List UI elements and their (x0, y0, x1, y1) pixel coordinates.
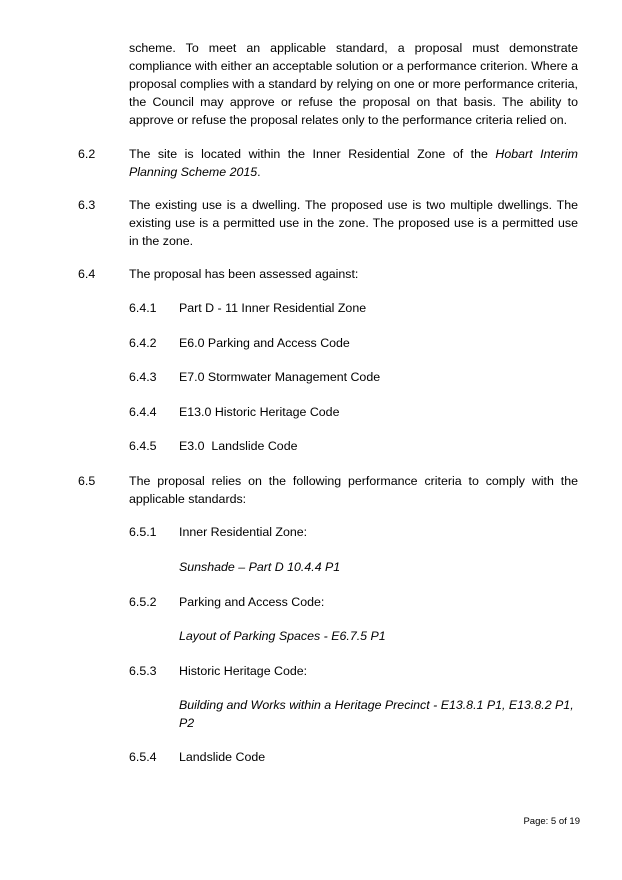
list-item-text: Landslide Code (179, 750, 266, 764)
list-item-number: 6.4.1 (129, 301, 157, 315)
section-text-6-2 (129, 145, 578, 181)
list-item-number: 6.4.4 (129, 405, 157, 419)
list-item-detail: Building and Works within a Heritage Precinct - E13.8.1 P1, E13.8.2 P1, P2 (179, 698, 574, 730)
list-item-text: E3.0 Landslide Code (179, 439, 298, 453)
intro-paragraph: scheme. To meet an applicable standard, a proposal must demonstrate compliance with either an acceptable solution or a performance criterion. Where a proposal complies with a standard by relying on one or more performance criteria, the Council may approve or refuse the proposal on that basis. The ability to approve or refuse the proposal relates only to the performance criteria relied on. (129, 41, 578, 127)
list-item-number: 6.4.2 (129, 336, 157, 350)
section-text-6-2-end: . (257, 165, 261, 179)
section-number-6-5: 6.5 (78, 474, 96, 488)
list-item-number: 6.5.4 (129, 750, 157, 764)
list-item-text: E6.0 Parking and Access Code (179, 336, 350, 350)
section-number-6-3: 6.3 (78, 198, 96, 212)
list-item-text: Historic Heritage Code: (179, 664, 308, 678)
section-number-6-2: 6.2 (78, 147, 96, 161)
list-item-detail: Sunshade – Part D 10.4.4 P1 (179, 560, 341, 574)
list-item-detail: Layout of Parking Spaces - E6.7.5 P1 (179, 629, 386, 643)
section-number-6-4: 6.4 (78, 267, 96, 281)
list-item-text: E7.0 Stormwater Management Code (179, 370, 381, 384)
list-item-text: Parking and Access Code: (179, 595, 325, 609)
list-item-text: Part D - 11 Inner Residential Zone (179, 301, 367, 315)
section-text-6-2-scheme-name: Hobart Interim Planning Scheme 2015 (129, 147, 578, 179)
list-item-number: 6.5.2 (129, 595, 157, 609)
page-number: Page: 5 of 19 (523, 816, 580, 827)
section-text-6-4: The proposal has been assessed against: (129, 267, 359, 281)
list-item-number: 6.4.3 (129, 370, 157, 384)
list-item-number: 6.5.3 (129, 664, 157, 678)
list-item-number: 6.5.1 (129, 525, 157, 539)
list-item-number: 6.4.5 (129, 439, 157, 453)
section-text-6-5: The proposal relies on the following performance criteria to comply with the applicable standards: (129, 474, 578, 506)
list-item-text: E13.0 Historic Heritage Code (179, 405, 340, 419)
section-text-6-3: The existing use is a dwelling. The proposed use is two multiple dwellings. The existing use is a permitted use in the zone. The proposed use is a permitted use in the zone. (129, 198, 578, 248)
section-text-6-2-plain: The site is located within the Inner Residential Zone of the (129, 147, 496, 161)
list-item-text: Inner Residential Zone: (179, 525, 308, 539)
